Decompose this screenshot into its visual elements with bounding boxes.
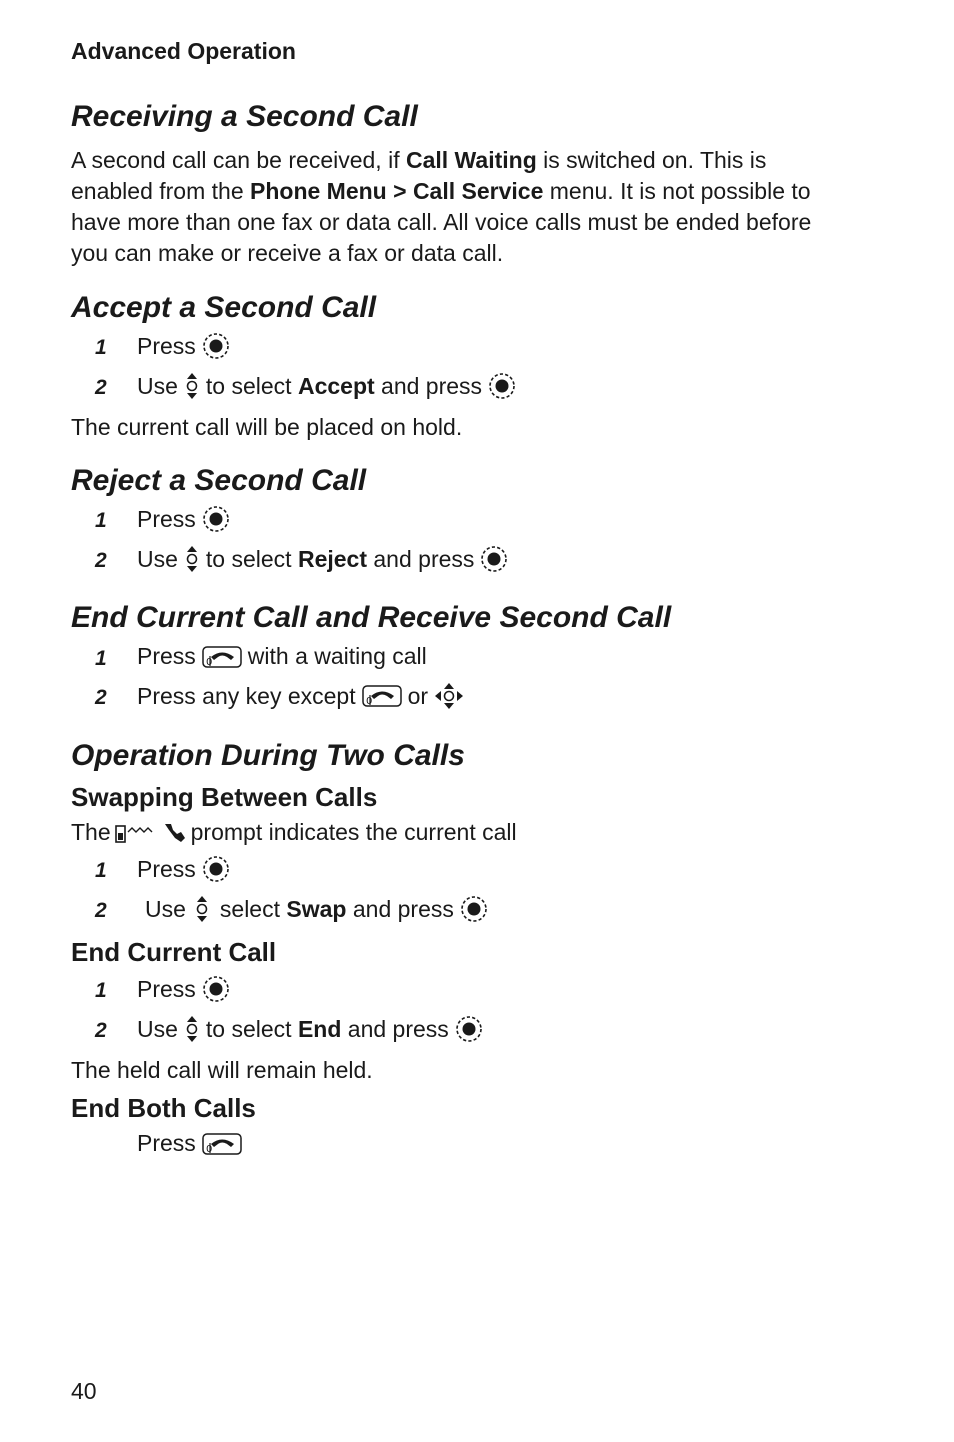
select-key-icon [488,372,516,400]
step-text: Use [137,372,178,399]
subsection-title-end-both: End Both Calls [71,1093,256,1123]
swap-step-2 [145,895,494,923]
receiving-paragraph [71,145,851,269]
end-receive-step-2-number: 2 [95,686,107,709]
step-text: Press [137,643,196,669]
reject-step-2-number: 2 [95,549,107,572]
step-text: Press [137,975,196,1002]
reject-step-2 [137,545,514,573]
end-both-step [137,1130,248,1157]
subsection-title-swap: Swapping Between Calls [71,782,378,812]
end-current-step-2-number: 2 [95,1019,107,1042]
nav-updown-icon [184,372,200,400]
step-text: to select [205,1015,292,1042]
end-current-step-1 [137,975,236,1003]
running-title: Advanced Operation [71,38,296,64]
accept-option: Accept [297,372,375,399]
accept-note: The current call will be placed on hold. [71,414,463,440]
step-text: Press [137,1130,196,1156]
step-text: and press [347,1015,449,1042]
phone-menu-path: Phone Menu > Call Service [250,178,544,204]
nav-updown-icon [194,895,210,923]
step-text: or [407,682,429,709]
end-receive-step-1 [137,643,427,670]
step-text: Use [137,1015,178,1042]
select-key-icon [202,505,230,533]
accept-step-1-number: 1 [95,336,107,359]
swap-step-1-number: 1 [95,859,107,882]
reject-step-1-number: 1 [95,509,107,532]
step-text: select [219,895,280,922]
swap-intro [71,819,517,846]
end-current-step-2 [137,1015,489,1043]
end-key-icon [202,1132,242,1156]
select-key-icon [202,332,230,360]
step-text: with a waiting call [247,643,427,669]
step-text: Press any key except [137,682,356,709]
end-option: End [297,1015,342,1042]
reject-step-1 [137,505,236,533]
step-text: Use [145,895,186,922]
step-text: and press [373,545,475,572]
accept-step-1 [137,332,236,360]
section-title-two-calls: Operation During Two Calls [71,739,465,772]
nav-4way-icon [434,682,464,710]
section-title-reject: Reject a Second Call [71,464,367,497]
receiving-text-1: A second call can be received, if [71,147,406,173]
end-current-note: The held call will remain held. [71,1057,373,1083]
step-text: Use [137,545,178,572]
swap-option: Swap [286,895,347,922]
call-prompt-icon [115,820,187,846]
call-waiting-term: Call Waiting [405,147,537,173]
select-key-icon [202,975,230,1003]
accept-step-2-number: 2 [95,376,107,399]
end-key-icon [362,684,402,708]
step-text: The [71,819,111,845]
subsection-title-end-current: End Current Call [71,937,277,967]
step-text: to select [205,545,292,572]
reject-option: Reject [297,545,367,572]
end-current-step-1-number: 1 [95,979,107,1002]
swap-step-2-number: 2 [95,899,107,922]
step-text: and press [352,895,454,922]
swap-step-1 [137,855,236,883]
section-title-accept: Accept a Second Call [71,291,377,324]
accept-step-2 [137,372,522,400]
receiving-text-3: menu. It is not possible to have more than one fax or data call. All voice calls must be ended before you can make or receive a fax or data call. [71,178,812,266]
end-receive-step-1-number: 1 [95,647,107,670]
step-text: to select [205,372,292,399]
end-receive-step-2 [137,682,470,710]
step-text: prompt indicates the current call [190,819,517,845]
page-number: 40 [71,1378,97,1404]
step-text: Press [137,505,196,532]
select-key-icon [460,895,488,923]
nav-updown-icon [184,545,200,573]
section-title-end-receive: End Current Call and Receive Second Call [71,601,672,634]
select-key-icon [455,1015,483,1043]
end-key-icon [202,645,242,669]
step-text: Press [137,855,196,882]
nav-updown-icon [184,1015,200,1043]
select-key-icon [480,545,508,573]
receiving-text-2: is switched on. This is enabled from the [71,147,767,204]
step-text: and press [381,372,483,399]
select-key-icon [202,855,230,883]
step-text: Press [137,332,196,359]
section-title-receiving: Receiving a Second Call [71,100,418,133]
